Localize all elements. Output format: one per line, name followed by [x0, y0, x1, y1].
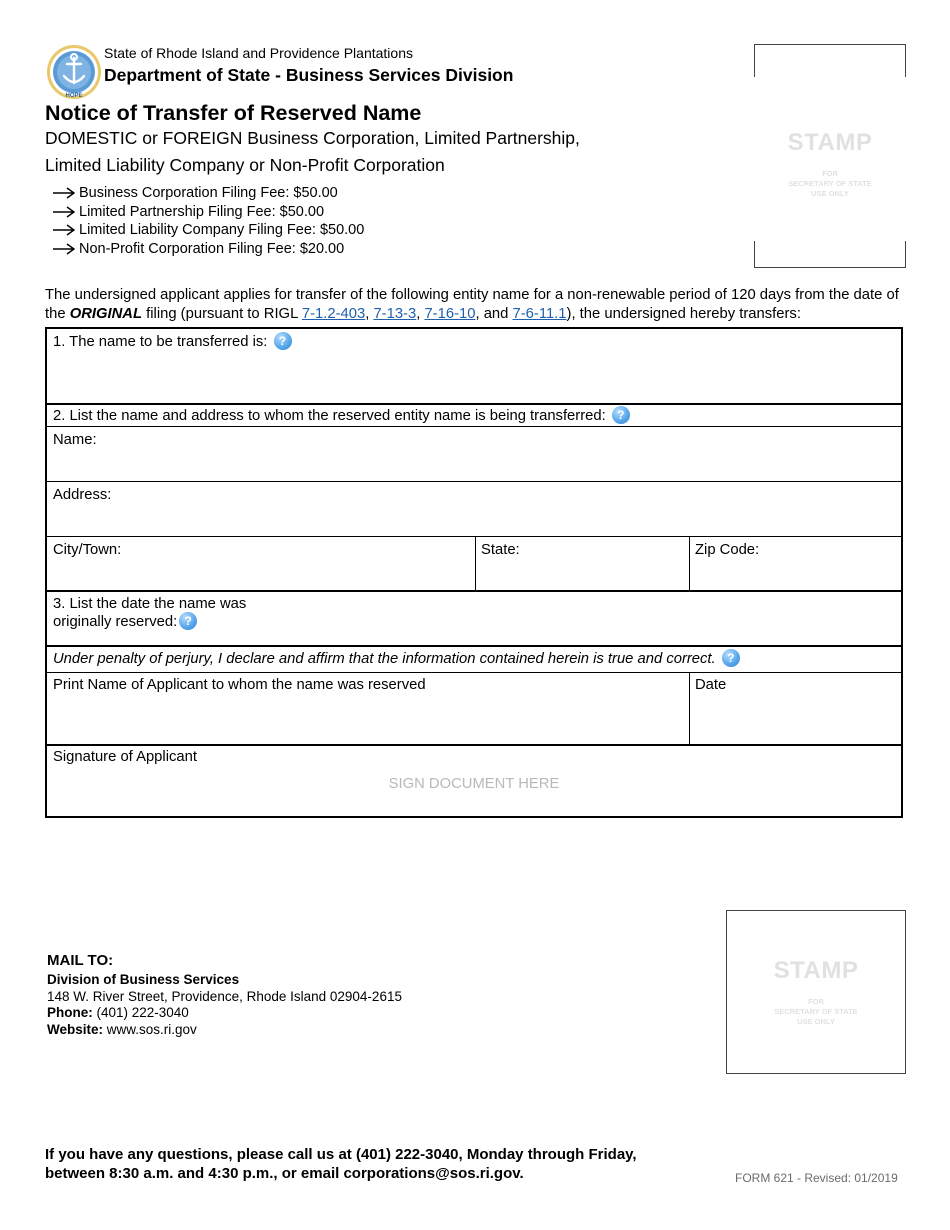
rigl-link-7-16-10[interactable]: 7-16-10	[424, 306, 476, 322]
perjury-statement: Under penalty of perjury, I declare and affirm that the information contained herein is true and correct. ?	[53, 650, 740, 668]
arrow-right-icon	[52, 224, 76, 236]
rigl-link-7-13-3[interactable]: 7-13-3	[373, 306, 417, 322]
subtitle-line-2: Limited Liability Company or Non-Profit Corporation	[45, 155, 445, 175]
fee-item: Business Corporation Filing Fee: $50.00	[52, 184, 364, 203]
fee-item: Non-Profit Corporation Filing Fee: $20.00	[52, 240, 364, 259]
arrow-right-icon	[52, 206, 76, 218]
rigl-link-7-1-2-403[interactable]: 7-1.2-403	[301, 306, 366, 322]
form-number: FORM 621 - Revised: 01/2019	[735, 1171, 898, 1185]
signature-field[interactable]: SIGN DOCUMENT HERE	[388, 776, 560, 792]
transferee-name-field[interactable]: Name:	[53, 432, 97, 448]
state-seal-logo	[46, 44, 102, 100]
mail-address: 148 W. River Street, Providence, Rhode Island 02904-2615	[47, 988, 402, 1004]
signature-label: Signature of Applicant	[53, 749, 197, 765]
transfer-form	[45, 327, 903, 818]
state-field[interactable]: State:	[481, 542, 520, 558]
subtitle-line-1: DOMESTIC or FOREIGN Business Corporation, Limited Partnership,	[45, 128, 580, 148]
help-icon[interactable]: ?	[612, 406, 630, 424]
state-name: State of Rhode Island and Providence Plantations	[104, 45, 413, 61]
date-field[interactable]: Date	[695, 677, 727, 693]
help-icon[interactable]: ?	[274, 332, 292, 350]
department-name: Department of State - Business Services Division	[104, 65, 514, 85]
help-icon[interactable]: ?	[722, 649, 740, 667]
stamp-note: FOR SECRETARY OF STATE USE ONLY	[774, 997, 858, 1026]
stamp-note: FOR SECRETARY OF STATE USE ONLY	[788, 169, 872, 198]
arrow-right-icon	[52, 187, 76, 199]
fee-item: Limited Liability Company Filing Fee: $50.00	[52, 221, 364, 240]
contact-footer: If you have any questions, please call us at (401) 222-3040, Monday through Friday, between 8:30 a.m. and 4:30 p.m., or email corporations@sos.ri.gov.	[45, 1146, 637, 1182]
mail-to-block	[47, 953, 402, 1039]
reserved-date-field[interactable]: 3. List the date the name was originally reserved: ?	[53, 596, 247, 630]
print-name-field[interactable]: Print Name of Applicant to whom the name was reserved	[53, 677, 426, 693]
transferee-heading: 2. List the name and address to whom the reserved entity name is being transferred: ?	[53, 407, 630, 425]
intro-paragraph: The undersigned applicant applies for transfer of the following entity name for a non-renewable period of 120 days from the date of the ORIGINAL filing (pursuant to RIGL 7-1.2-403, 7-13-3, 7-16-10, and 7-6-11.1), the undersigned hereby transfers:	[45, 287, 899, 322]
rigl-link-7-6-11-1[interactable]: 7-6-11.1	[512, 306, 567, 322]
mail-website: Website: www.sos.ri.gov	[47, 1022, 197, 1038]
mail-division: Division of Business Services	[47, 971, 240, 987]
fee-item: Limited Partnership Filing Fee: $50.00	[52, 203, 364, 222]
help-icon[interactable]: ?	[179, 612, 197, 630]
mail-to-heading: MAIL TO:	[47, 952, 114, 969]
arrow-right-icon	[52, 243, 76, 255]
stamp-label: STAMP	[773, 957, 859, 984]
stamp-box-bottom	[726, 910, 906, 1074]
stamp-label: STAMP	[787, 129, 873, 156]
city-town-field[interactable]: City/Town:	[53, 542, 122, 558]
stamp-box-top	[754, 44, 906, 268]
page-title: Notice of Transfer of Reserved Name	[45, 101, 422, 125]
svg-text:HOPE: HOPE	[65, 93, 83, 99]
transferee-address-field[interactable]: Address:	[53, 487, 112, 503]
mail-phone: Phone: (401) 222-3040	[47, 1005, 189, 1021]
fee-list	[52, 184, 364, 258]
transfer-name-field[interactable]: 1. The name to be transferred is: ?	[53, 333, 292, 351]
zip-code-field[interactable]: Zip Code:	[695, 542, 760, 558]
